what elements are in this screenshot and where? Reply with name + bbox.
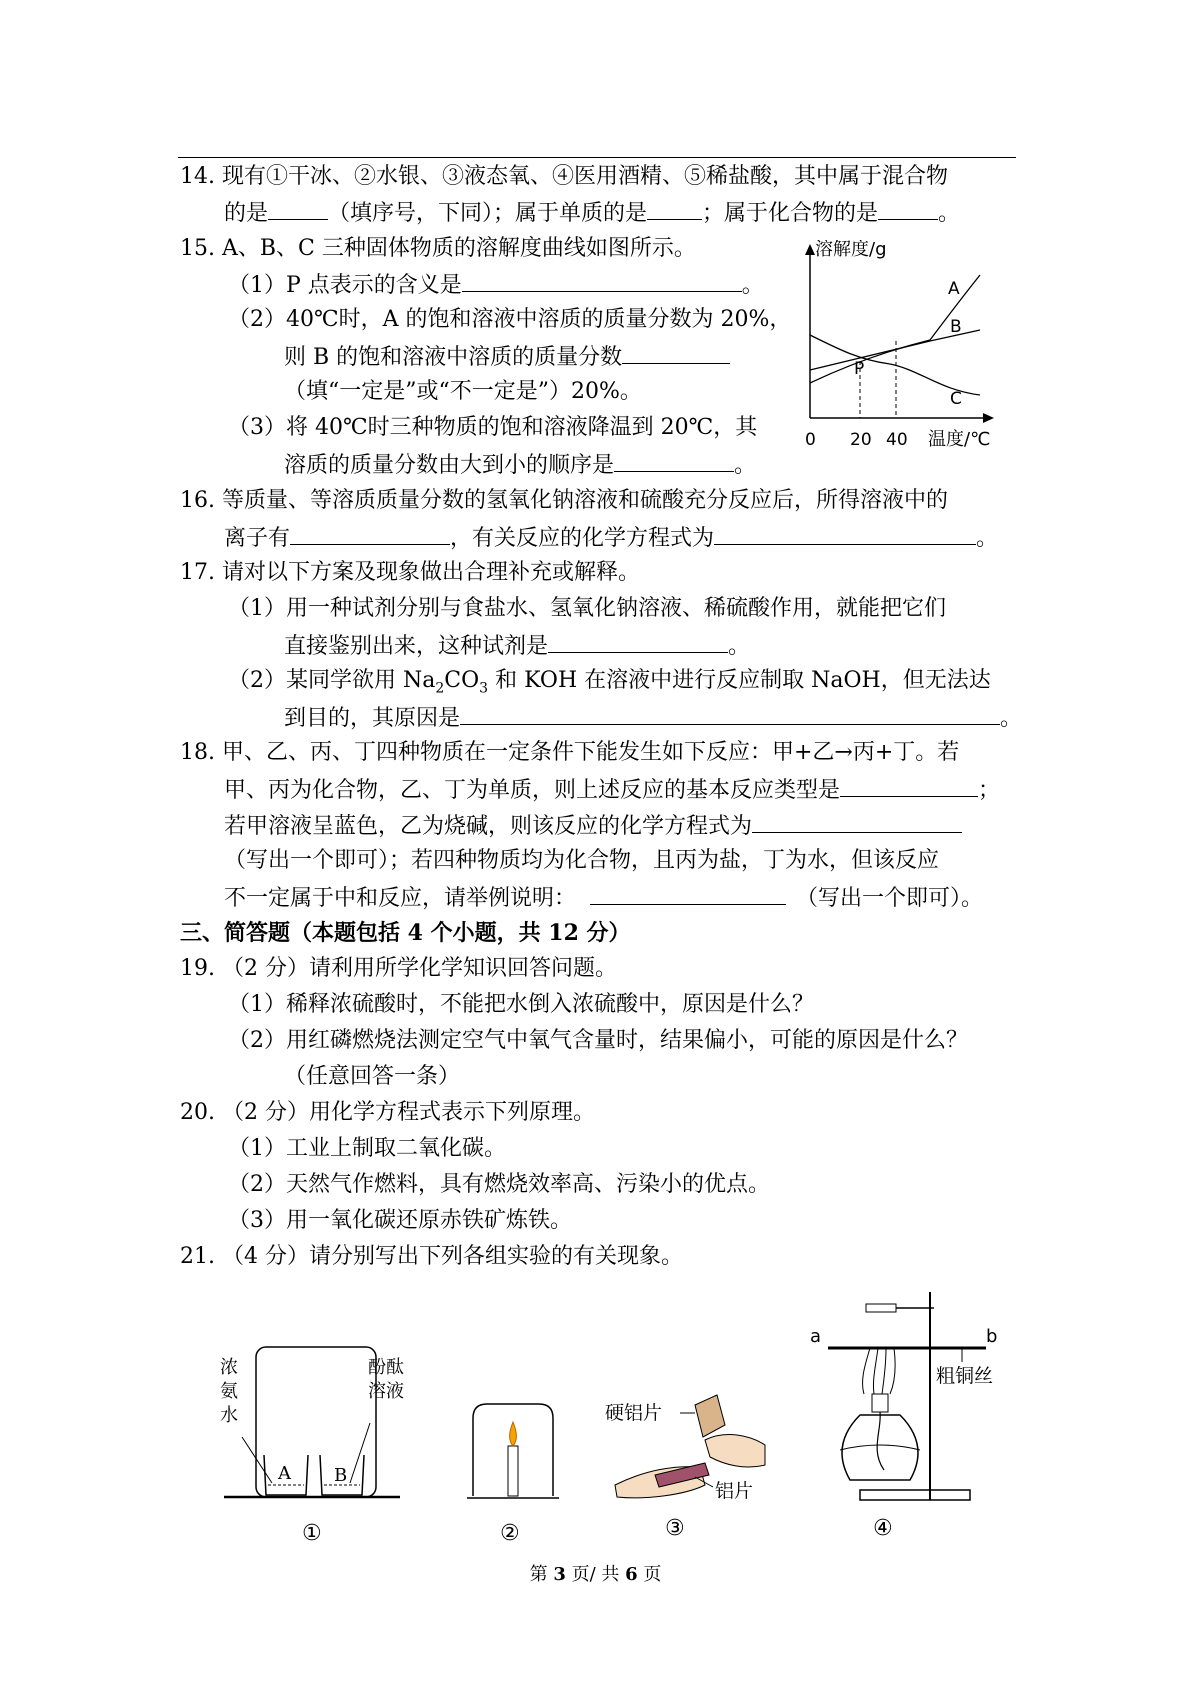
q18-line5	[224, 882, 983, 914]
q16-text-c: 。	[976, 526, 999, 551]
lamp-liquid	[840, 1445, 920, 1450]
graph-label-c: C	[950, 389, 962, 409]
q15-line1: 15. A、B、C 三种固体物质的溶解度曲线如图所示。	[180, 236, 696, 261]
q14-blank-mixture[interactable]	[268, 197, 328, 220]
hard-al-sheet	[695, 1395, 725, 1437]
q15-sub3b-text: 溶质的质量分数由大到小的顺序是	[284, 453, 615, 478]
q20-sub1: （1）工业上制取二氧化碳。	[228, 1136, 506, 1161]
q17-sub1b-end: 。	[728, 634, 751, 659]
bell-jar	[256, 1347, 376, 1497]
q15-sub3b-end: 。	[734, 453, 757, 478]
label-conc: 浓	[220, 1357, 238, 1378]
q17-sub2b-end: 。	[1000, 706, 1023, 731]
q17-sub1b	[284, 630, 750, 662]
q17-sub2b-text: 到目的，其原因是	[284, 706, 461, 731]
header-rule	[178, 157, 1016, 158]
q20-sub2: （2）天然气作燃料，具有燃烧效率高、污染小的优点。	[228, 1172, 770, 1197]
footer-post: 页	[637, 1564, 662, 1585]
footer-total-pages: 6	[625, 1564, 638, 1585]
stand-base	[860, 1490, 970, 1500]
clamp-handle	[866, 1304, 896, 1312]
q17-line1: 17. 请对以下方案及现象做出合理补充或解释。	[180, 560, 640, 585]
q15-blank-order[interactable]	[614, 449, 734, 472]
graph-tick-20: 20	[850, 430, 872, 450]
curve-c	[810, 335, 980, 395]
q15-sub3: （3）将 40℃时三种物质的饱和溶液降温到 20℃，其	[228, 415, 758, 440]
q18-line1: 18. 甲、乙、丙、丁四种物质在一定条件下能发生如下反应：甲+乙→丙+丁。若	[180, 740, 960, 765]
q15-sub1-text: （1）P 点表示的含义是	[228, 273, 462, 298]
pointer-left	[242, 1437, 272, 1483]
q15-sub2: （2）40℃时，A 的饱和溶液中溶质的质量分数为 20%，	[228, 307, 792, 332]
graph-tick-40: 40	[886, 430, 908, 450]
q20-line1: 20. （2 分）用化学方程式表示下列原理。	[180, 1100, 595, 1125]
lamp-neck	[872, 1394, 888, 1412]
q16-text-a: 离子有	[224, 526, 291, 551]
label-solution: 溶液	[368, 1381, 404, 1402]
flame-outline	[863, 1348, 896, 1394]
q17-sub1: （1）用一种试剂分别与食盐水、氢氧化钠溶液、稀硫酸作用，就能把它们	[228, 596, 946, 621]
figure-4-copper	[810, 1290, 1000, 1545]
q14-blank-element[interactable]	[647, 197, 702, 220]
graph-label-p: P	[854, 359, 865, 379]
q14-line1: 14. 现有①干冰、②水银、③液态氧、④医用酒精、⑤稀盐酸，其中属于混合物	[180, 164, 948, 189]
q15-blank-p-meaning[interactable]	[462, 269, 742, 292]
q21-line1: 21. （4 分）请分别写出下列各组实验的有关现象。	[180, 1244, 683, 1269]
q17-sub2	[228, 666, 991, 696]
q17-sub1b-text: 直接鉴别出来，这种试剂是	[284, 634, 549, 659]
q16-line2	[224, 522, 998, 554]
q19-sub2b: （任意回答一条）	[284, 1064, 461, 1089]
graph-xlabel: 温度/℃	[928, 429, 991, 450]
q17-sub2b	[284, 702, 1022, 734]
candle-flame	[510, 1422, 517, 1446]
label-b: b	[986, 1326, 998, 1347]
figure-3-number: ③	[665, 1516, 685, 1541]
q18-text-b: ；	[978, 778, 1001, 803]
q15-sub2c: （填“一定是”或“不一定是”）20%。	[284, 379, 642, 404]
figure-1-ammonia	[220, 1345, 405, 1545]
figure-4-number: ④	[873, 1516, 893, 1541]
q18-blank-example[interactable]	[590, 882, 786, 905]
q15-sub1	[228, 269, 764, 301]
q15-sub1-end: 。	[741, 273, 764, 298]
q16-line1: 16. 等质量、等溶质质量分数的氢氧化钠溶液和硫酸充分反应后，所得溶液中的	[180, 488, 948, 513]
q17-sub2-subscript2: 3	[479, 680, 489, 697]
q19-line1: 19. （2 分）请利用所学化学知识回答问题。	[180, 956, 617, 981]
graph-origin: 0	[805, 430, 816, 450]
q17-blank-reagent[interactable]	[548, 630, 728, 653]
figure-2-candle	[465, 1400, 565, 1545]
q18-text-e: （写出一个即可）。	[796, 886, 984, 911]
figure-1-number: ①	[302, 1521, 322, 1545]
label-water: 水	[220, 1405, 238, 1426]
beaker-b-label: B	[334, 1465, 348, 1486]
footer-page-number: 3	[553, 1564, 566, 1585]
q14-text-a: 的是	[224, 201, 269, 226]
q14-text-b: （填序号，下同）；属于单质的是	[328, 201, 648, 226]
q20-sub3: （3）用一氧化碳还原赤铁矿炼铁。	[228, 1208, 572, 1233]
candle-body	[508, 1446, 518, 1496]
q17-sub2-t2: CO	[444, 668, 480, 693]
label-phenolphthalein: 酚酞	[368, 1357, 404, 1378]
q14-blank-compound[interactable]	[878, 197, 938, 220]
q18-line4: （写出一个即可）；若四种物质均为化合物，且丙为盐，丁为水，但该反应	[224, 848, 940, 873]
label-hard-al: 硬铝片	[605, 1402, 663, 1424]
beaker-a-label: A	[278, 1463, 291, 1484]
q15-sub2b-text: 则 B 的饱和溶液中溶质的质量分数	[284, 345, 623, 370]
figure-3-aluminum	[605, 1385, 775, 1545]
graph-label-b: B	[950, 317, 962, 337]
q18-line2	[224, 774, 1000, 806]
q14-text-d: 。	[938, 201, 961, 226]
q14-text-c: ；属于化合物的是	[702, 201, 879, 226]
q14-line2	[224, 197, 960, 229]
q18-text-c: 若甲溶液呈蓝色，乙为烧碱，则该反应的化学方程式为	[224, 814, 753, 839]
graph-label-a: A	[948, 279, 960, 299]
page-footer	[0, 1560, 1191, 1586]
q15-sub2b	[284, 341, 730, 373]
q17-blank-reason[interactable]	[460, 702, 1000, 725]
section3-title: 三、简答题（本题包括 4 个小题，共 12 分）	[180, 920, 631, 946]
q18-blank-reaction-type[interactable]	[840, 774, 978, 797]
label-al: 铝片	[715, 1480, 754, 1502]
q19-sub2: （2）用红磷燃烧法测定空气中氧气含量时，结果偏小，可能的原因是什么？	[228, 1028, 968, 1053]
q17-sub2-t1: （2）某同学欲用 Na	[228, 668, 436, 693]
q18-text-a: 甲、丙为化合物，乙、丁为单质，则上述反应的基本反应类型是	[224, 778, 841, 803]
q16-text-b: ，有关反应的化学方程式为	[450, 526, 715, 551]
label-a: a	[810, 1326, 822, 1347]
solubility-graph	[790, 240, 1010, 460]
footer-mid: 页/ 共	[565, 1564, 626, 1585]
q15-blank-b-fraction[interactable]	[622, 341, 730, 364]
q16-blank-ions[interactable]	[290, 522, 450, 545]
q18-text-d: 不一定属于中和反应，请举例说明：	[224, 886, 577, 911]
q16-blank-equation[interactable]	[714, 522, 976, 545]
pointer-right	[350, 1423, 370, 1483]
graph-ylabel: 溶解度/g	[815, 240, 887, 260]
q19-sub1: （1）稀释浓硫酸时，不能把水倒入浓硫酸中，原因是什么？	[228, 992, 814, 1017]
q18-blank-equation[interactable]	[752, 810, 962, 833]
footer-pre: 第	[529, 1564, 554, 1585]
q17-sub2-subscript1: 2	[435, 680, 445, 697]
label-copper-wire: 粗铜丝	[936, 1365, 994, 1387]
q15-sub3b	[284, 449, 756, 481]
q17-sub2-t3: 和 KOH 在溶液中进行反应制取 NaOH，但无法达	[488, 668, 991, 693]
hand-top	[705, 1435, 765, 1467]
y-axis-arrow	[805, 244, 815, 255]
figure-2-number: ②	[500, 1521, 520, 1545]
label-ammonia: 氨	[220, 1381, 238, 1402]
q18-line3	[224, 810, 962, 842]
x-axis-arrow	[983, 413, 994, 423]
lamp-wick	[877, 1412, 884, 1470]
